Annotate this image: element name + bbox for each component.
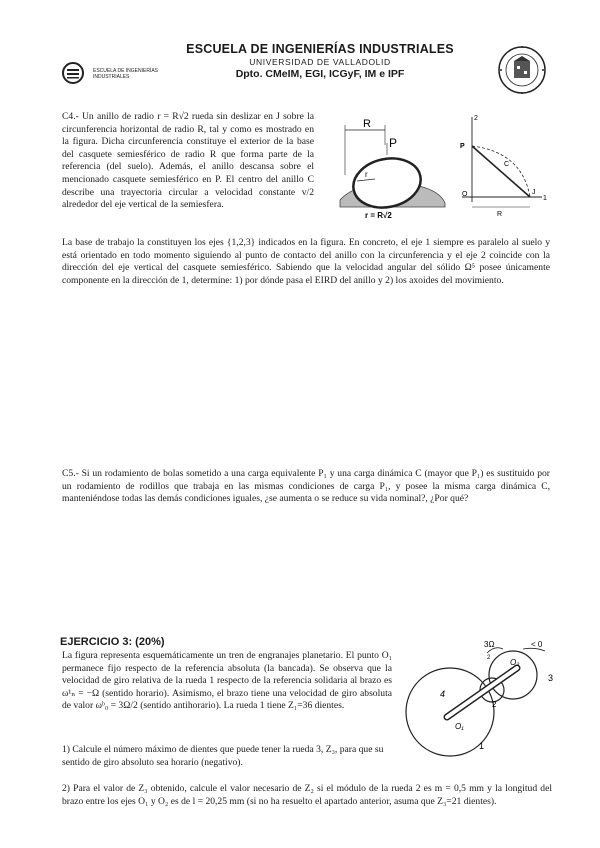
department-name: Dpto. CMeIM, EGI, ICGyF, IM e IPF <box>235 68 405 80</box>
point-C-label: C <box>504 161 510 168</box>
label-wheel-2: 2 <box>492 700 497 709</box>
axis-1-label: 1 <box>543 195 547 202</box>
school-title: ESCUELA DE INGENIERÍAS INDUSTRIALES <box>186 42 454 56</box>
label-fraction-2: 2 <box>487 655 491 661</box>
label-O2: O₂ <box>510 658 520 667</box>
c4-body: La base de trabajo la constituyen los ejes {1,2,3} indicados en la figura. En concreto, el eje 1 siempre es paralelo al suelo y está orientado en todo momento siguiendo al punto de contacto del anillo con la circunferencia y el eje 2 coincide con la dirección del eje vertical del casquete semiesférico. Sabiendo que la velocidad angular del sólido Ω⁵ posee únicamente componente en la dirección de 1, determine: 1) por dónde pasa el EIRD del anillo y 2) los axoides del movimiento. <box>62 237 550 286</box>
label-R: R <box>363 118 371 130</box>
label-arm-4: 4 <box>440 689 446 699</box>
point-J-label: J <box>532 189 536 196</box>
point-P-label: P <box>460 143 465 150</box>
university-seal <box>497 42 547 98</box>
planetary-gear-figure <box>395 637 555 757</box>
label-r: r <box>365 170 368 179</box>
label-wheel-1: 1 <box>479 741 485 751</box>
exercise-3-title: EJERCICIO 3: (20%) <box>60 636 165 648</box>
label-wheel-3: 3 <box>548 673 554 683</box>
c4-intro: C4.- Un anillo de radio r = R√2 rueda sin deslizar en J sobre la circunferencia horizontal de radio R, tal y como es mostrado en la figura. Dicha circunferencia constituye el exterior de la base del casquete semiesférico de radio R que forma parte de la referencia (del suelo). Además, el anillo descansa sobre el mencionado casquete semiesférico en P. El centro del anillo C describe una trayectoria circular a velocidad constante v/2 alrededor del eje vertical de la semiesfera. <box>62 111 314 211</box>
c4-figure-axes <box>452 112 550 220</box>
exercise-3-statement: La figura representa esquemáticamente un tren de engranajes planetario. El punto O₁ permanece fijo respecto de la referencia absoluta (la bancada). Se observa que la velocidad de giro relativa de la rueda 1 respecto de la referencia solidaria al brazo es ω¹ₙ = −Ω (sentido horario). Asimismo, el brazo tiene una velocidad de giro absoluta de valor ωᵇ₀ = 3Ω/2 (sentido antihorario). La rueda 1 tiene Z₁=36 dientes. <box>62 650 392 712</box>
school-logo <box>62 62 90 84</box>
label-P: P <box>389 136 398 150</box>
university-name: UNIVERSIDAD DE VALLADOLID <box>249 57 391 67</box>
c5-text: C5.- Si un rodamiento de bolas sometido a una carga equivalente P₁ y una carga dinámica C (mayor que P₁) es sustituido por un rodamiento de rodillos que trabaja en las mismas condiciones de carga P₁, y posee la misma carga dinámica C, manteniéndose todas las demás condiciones iguales, ¿se aumenta o se reduce su vida nominal?, ¿Por qué? <box>62 468 550 505</box>
label-lt0: < 0 <box>531 640 543 649</box>
point-O-label: O <box>462 191 468 198</box>
exercise-3-question-1: 1) Calcule el número máximo de dientes que puede tener la rueda 3, Z₃, para que su sentido de giro absoluto sea horario (negativo). <box>62 744 384 768</box>
label-3omega: 3Ω <box>484 640 495 649</box>
dim-R-label: R <box>497 211 503 218</box>
exercise-3-question-2: 2) Para el valor de Z₃ obtenido, calcule el valor necesario de Z₂ si el módulo de la rueda 2 es m = 0,5 mm y la longitud del brazo entre los ejes O₁ y O₂ es de l = 20,25 mm (si no ha resuelto el apartado anterior, asuma que Z₃=21 dientes). <box>62 783 552 807</box>
label-r-formula: r = R√2 <box>365 211 392 220</box>
c4-figure-ring <box>335 115 450 223</box>
axis-2-label: 2 <box>474 115 478 122</box>
logo-caption: ESCUELA DE INGENIERÍAS INDUSTRIALES <box>93 68 159 80</box>
label-O1: O₁ <box>455 722 464 731</box>
